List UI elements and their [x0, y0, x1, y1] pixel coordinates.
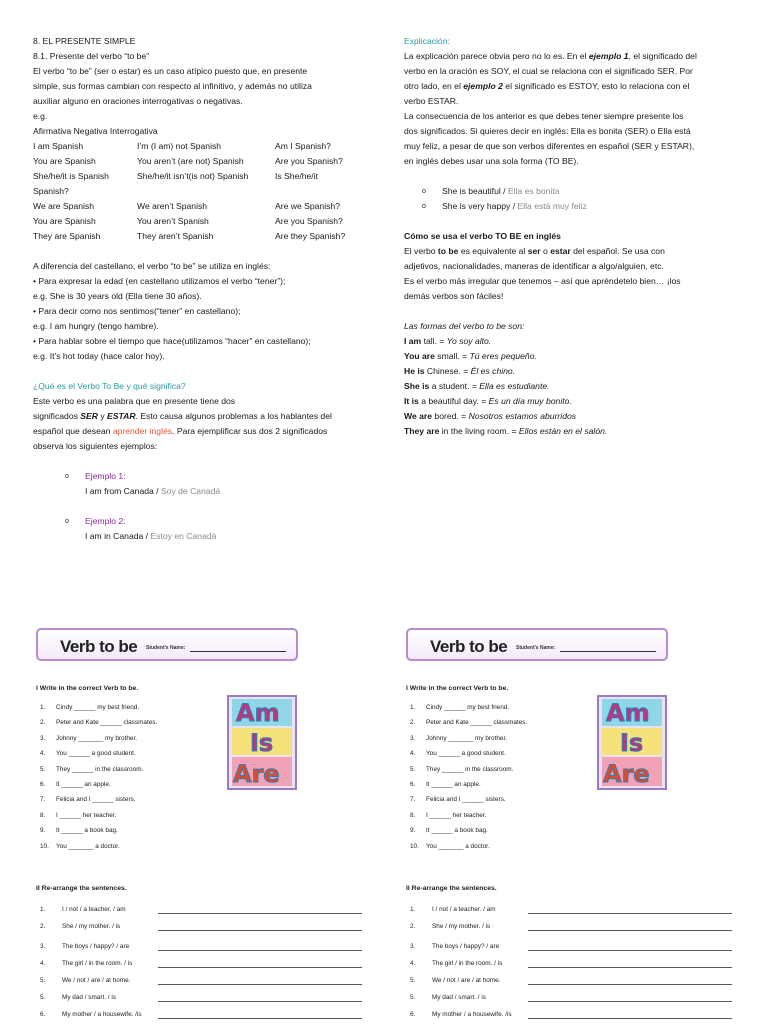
explanation-line: muy feliz, a pesar de que son verbos diferentes en español (SER y ESTAR), — [404, 141, 695, 151]
form-line: We are bored. = Nosotros estamos aburridos — [404, 411, 577, 421]
are-text: Are — [603, 760, 650, 788]
rearrange-item: 5. We / not / are / at home. — [410, 977, 732, 984]
answer-line[interactable] — [158, 967, 362, 968]
example-1 — [65, 469, 368, 499]
worksheet-title: Verb to be — [60, 637, 138, 656]
is-text: Is — [620, 729, 644, 757]
example-line: I am in Canada / Estoy en Canadá — [85, 531, 217, 541]
table-cell — [275, 184, 368, 199]
subsection-heading: 8.1. Presente del verbo “to be” — [33, 51, 150, 61]
section-heading: 8. EL PRESENTE SIMPLE — [33, 36, 136, 46]
example-title: Ejemplo 1: — [85, 471, 126, 481]
bullet-item: o She is very happy / Ella está muy feliz — [442, 199, 739, 214]
answer-line[interactable] — [158, 984, 362, 985]
right-column — [404, 34, 739, 439]
bullet-icon: o — [65, 473, 69, 480]
example-2 — [65, 514, 368, 544]
answer-line[interactable] — [528, 984, 732, 985]
table-cell: I’m (I am) not Spanish — [137, 141, 222, 151]
exercise-item: 6. It ______ an apple. — [410, 781, 481, 788]
explanation-heading: Explicación: — [404, 36, 450, 46]
worksheet-header — [406, 628, 668, 661]
section-1-title: I Write in the correct Verb to be. — [36, 685, 139, 692]
table-cell: Are they Spanish? — [275, 231, 346, 241]
exercise-item: 10. You _______ a doctor. — [410, 842, 490, 850]
answer-line[interactable] — [528, 913, 732, 914]
forms-heading: Las formas del verbo to be son: — [404, 321, 525, 331]
exercise-item: 7. Felicia and I ______ sisters. — [410, 796, 506, 804]
rearrange-item: 5. We / not / are / at home. — [40, 977, 362, 984]
table-cell: You are Spanish — [33, 156, 96, 166]
section-1-title: I Write in the correct Verb to be. — [406, 685, 509, 692]
uses-line: e.g. I am hungry (tengo hambre). — [33, 321, 159, 331]
am-is-are-picture — [596, 694, 668, 791]
answer-line[interactable] — [158, 1001, 362, 1002]
rearrange-item: 3. The boys / happy? / are — [410, 943, 732, 950]
table-cell: You aren’t Spanish — [137, 216, 209, 226]
rearrange-item: 2. She / my mother. / is — [410, 923, 732, 930]
exercise-item: 8. I ______ her teacher. — [410, 811, 487, 819]
how-line: Es el verbo más irregular que tenemos – así que apréndetelo bien… ¡los — [404, 276, 681, 286]
bullet-icon: o — [65, 518, 69, 525]
table-cell: You aren’t (are not) Spanish — [137, 156, 244, 166]
student-name-line — [190, 651, 286, 652]
exercise-item: 5. They ______ in the classroom. — [40, 765, 144, 773]
student-name-line — [560, 651, 656, 652]
how-line: adjetivos, nacionalidades, maneras de identificar a algo/alguien, etc. — [404, 261, 664, 271]
explanation-line: otro lado, en el ejemplo 2 el significado es ESTOY, esto lo relaciona con el — [404, 81, 690, 91]
answer-line[interactable] — [528, 1018, 732, 1019]
intro-line: auxiliar alguno en oraciones interrogativas o negativas. — [33, 96, 243, 106]
answer-line[interactable] — [158, 950, 362, 951]
uses-line: • Para hablar sobre el tiempo que hace(utilizamos “hacer” en castellano); — [33, 336, 311, 346]
form-line: He is Chinese. = Él es chino. — [404, 366, 516, 376]
exercise-item: 4. You ______ a good student. — [40, 750, 136, 758]
intro-line: simple, sus formas cambian con respecto al infinitivo, y además no utiliza — [33, 81, 312, 91]
uses-line: • Para decir como nos sentimos(“tener” en castellano); — [33, 306, 241, 316]
how-line: demás verbos son fáciles! — [404, 291, 504, 301]
para-line: observa los siguientes ejemplos: — [33, 441, 158, 451]
explanation-line: dos significados. Si quieres decir en inglés: Ella es bonita (SER) o Ella está — [404, 126, 691, 136]
bullet-item: o She is beautiful / Ella es bonita — [442, 184, 739, 199]
estar-term: ESTAR — [107, 411, 136, 421]
uses-line: • Para expresar la edad (en castellano utilizamos el verbo “tener”); — [33, 276, 286, 286]
eg-label: e.g. — [33, 111, 48, 121]
explanation-line: en inglés debes usar una sola forma (TO BE). — [404, 156, 579, 166]
worksheet-right — [406, 628, 736, 1028]
table-cell: Are you Spanish? — [275, 156, 343, 166]
worksheet-header — [36, 628, 298, 661]
how-line: El verbo to be es equivalente al ser o estar del español. Se usa con — [404, 246, 665, 256]
section-2-title: II Re-arrange the sentences. — [36, 885, 127, 892]
table-cell: Are you Spanish? — [275, 216, 343, 226]
rearrange-item: 2. She / my mother. / is — [40, 923, 362, 930]
intro-line: El verbo “to be” (ser o estar) es un caso atípico puesto que, en presente — [33, 66, 308, 76]
form-line: You are small. = Tú eres pequeño. — [404, 351, 537, 361]
table-header: Afirmativa Negativa Interrogativa — [33, 126, 158, 136]
table-cell: You are Spanish — [33, 216, 96, 226]
exercise-item: 6. It ______ an apple. — [40, 781, 111, 788]
rearrange-item: 6. My mother / a housewife. /is — [40, 1011, 362, 1018]
form-line: I am tall. = Yo soy alto. — [404, 336, 492, 346]
table-cell: She/he/it is Spanish — [33, 171, 109, 181]
worksheet-title: Verb to be — [430, 637, 508, 656]
explanation-line: La consecuencia de los anterior es que debes tener siempre presente los — [404, 111, 684, 121]
answer-line[interactable] — [158, 930, 362, 931]
rearrange-item: 5. My dad / smart. / is — [40, 994, 362, 1001]
table-cell: I am Spanish — [33, 141, 84, 151]
exercise-item: 1. Cindy ______ my best friend. — [40, 704, 140, 711]
explanation-line: verbo ESTAR. — [404, 96, 459, 106]
exercise-item: 9. It ______ a book bag. — [410, 827, 488, 835]
exercise-item: 4. You ______ a good student. — [410, 750, 506, 758]
form-line: It is a beautiful day. = Es un día muy bonito. — [404, 396, 572, 406]
para-line: Este verbo es una palabra que en presente tiene dos — [33, 396, 236, 406]
table-cell: Spanish? — [33, 186, 69, 196]
para-line: significados SER y ESTAR. Esto causa algunos problemas a los hablantes del — [33, 411, 332, 421]
student-name-label: Student’s Name: — [146, 645, 186, 651]
answer-line[interactable] — [528, 950, 732, 951]
table-cell: We aren’t Spanish — [137, 201, 208, 211]
explanation-line: La explicación parece obvia pero no lo es. En el ejemplo 1, el significado del — [404, 51, 697, 61]
table-cell: We are Spanish — [33, 201, 94, 211]
conjugation-table — [33, 139, 368, 244]
answer-line[interactable] — [528, 967, 732, 968]
are-text: Are — [233, 760, 280, 788]
answer-line[interactable] — [528, 930, 732, 931]
example-line: I am from Canada / Soy de Canadá — [85, 486, 221, 496]
exercise-item: 5. They ______ in the classroom. — [410, 765, 514, 773]
rearrange-item: 6. My mother / a housewife. /is — [410, 1011, 732, 1018]
answer-line[interactable] — [528, 1001, 732, 1002]
rearrange-item: 1. I / not / a teacher. / am — [410, 906, 732, 913]
table-cell: Am I Spanish? — [275, 141, 331, 151]
table-cell: They are Spanish — [33, 231, 101, 241]
am-is-are-picture — [226, 694, 298, 791]
answer-line[interactable] — [158, 1018, 362, 1019]
form-line: They are in the living room. = Ellos están en el salón. — [404, 426, 608, 436]
left-column — [33, 34, 368, 544]
para-line: español que desean aprender inglés. Para ejemplificar sus dos 2 significados — [33, 426, 328, 436]
how-heading: Cómo se usa el verbo TO BE en inglés — [404, 231, 561, 241]
table-cell: Are we Spanish? — [275, 201, 340, 211]
uses-line: A diferencia del castellano, el verbo “to be” se utiliza en inglés: — [33, 261, 271, 271]
exercise-item: 8. I ______ her teacher. — [40, 811, 117, 819]
table-cell: Is She/he/it — [275, 171, 318, 181]
table-cell — [137, 184, 275, 199]
example-title: Ejemplo 2: — [85, 516, 126, 526]
am-text: Am — [236, 699, 280, 727]
exercise-item: 7. Felicia and I ______ sisters. — [40, 796, 136, 804]
exercise-item: 9. It ______ a book bag. — [40, 827, 118, 835]
form-line: She is a student. = Ella es estudiante. — [404, 381, 550, 391]
table-cell: They aren’t Spanish — [137, 231, 214, 241]
question-heading: ¿Qué es el Verbo To Be y qué significa? — [33, 381, 186, 391]
rearrange-item: 1. I / not / a teacher. / am — [40, 906, 362, 913]
am-text: Am — [606, 699, 650, 727]
student-name-label: Student’s Name: — [516, 645, 556, 651]
exercise-item: 2. Peter and Kate ______ classmates. — [410, 719, 528, 727]
bullet-icon: o — [422, 188, 426, 195]
is-text: Is — [250, 729, 274, 757]
section-2-title: II Re-arrange the sentences. — [406, 885, 497, 892]
answer-line[interactable] — [158, 913, 362, 914]
rearrange-item: 3. The boys / happy? / are — [40, 943, 362, 950]
explanation-line: verbo en la oración es SOY, el cual se relaciona con el significado SER. Por — [404, 66, 693, 76]
bullet-icon: o — [422, 203, 426, 210]
worksheet-left — [36, 628, 366, 1028]
exercise-item: 3. Johnny _______ my brother. — [410, 734, 508, 742]
rearrange-item: 5. My dad / smart. / is — [410, 994, 732, 1001]
ser-term: SER — [80, 411, 98, 421]
uses-line: e.g. She is 30 years old (Ella tiene 30 años). — [33, 291, 202, 301]
exercise-item: 1. Cindy ______ my best friend. — [410, 704, 510, 711]
table-cell: She/he/it isn’t(is not) Spanish — [137, 171, 249, 181]
rearrange-item: 4. The girl / in the room. / is — [40, 960, 362, 967]
aprender-ingles-link[interactable]: aprender inglés — [112, 426, 173, 436]
exercise-item: 10. You _______ a doctor. — [40, 842, 120, 850]
exercise-item: 3. Johnny _______ my brother. — [40, 734, 138, 742]
rearrange-item: 4. The girl / in the room. / is — [410, 960, 732, 967]
uses-line: e.g. It’s hot today (hace calor hoy). — [33, 351, 165, 361]
exercise-item: 2. Peter and Kate ______ classmates. — [40, 719, 158, 727]
